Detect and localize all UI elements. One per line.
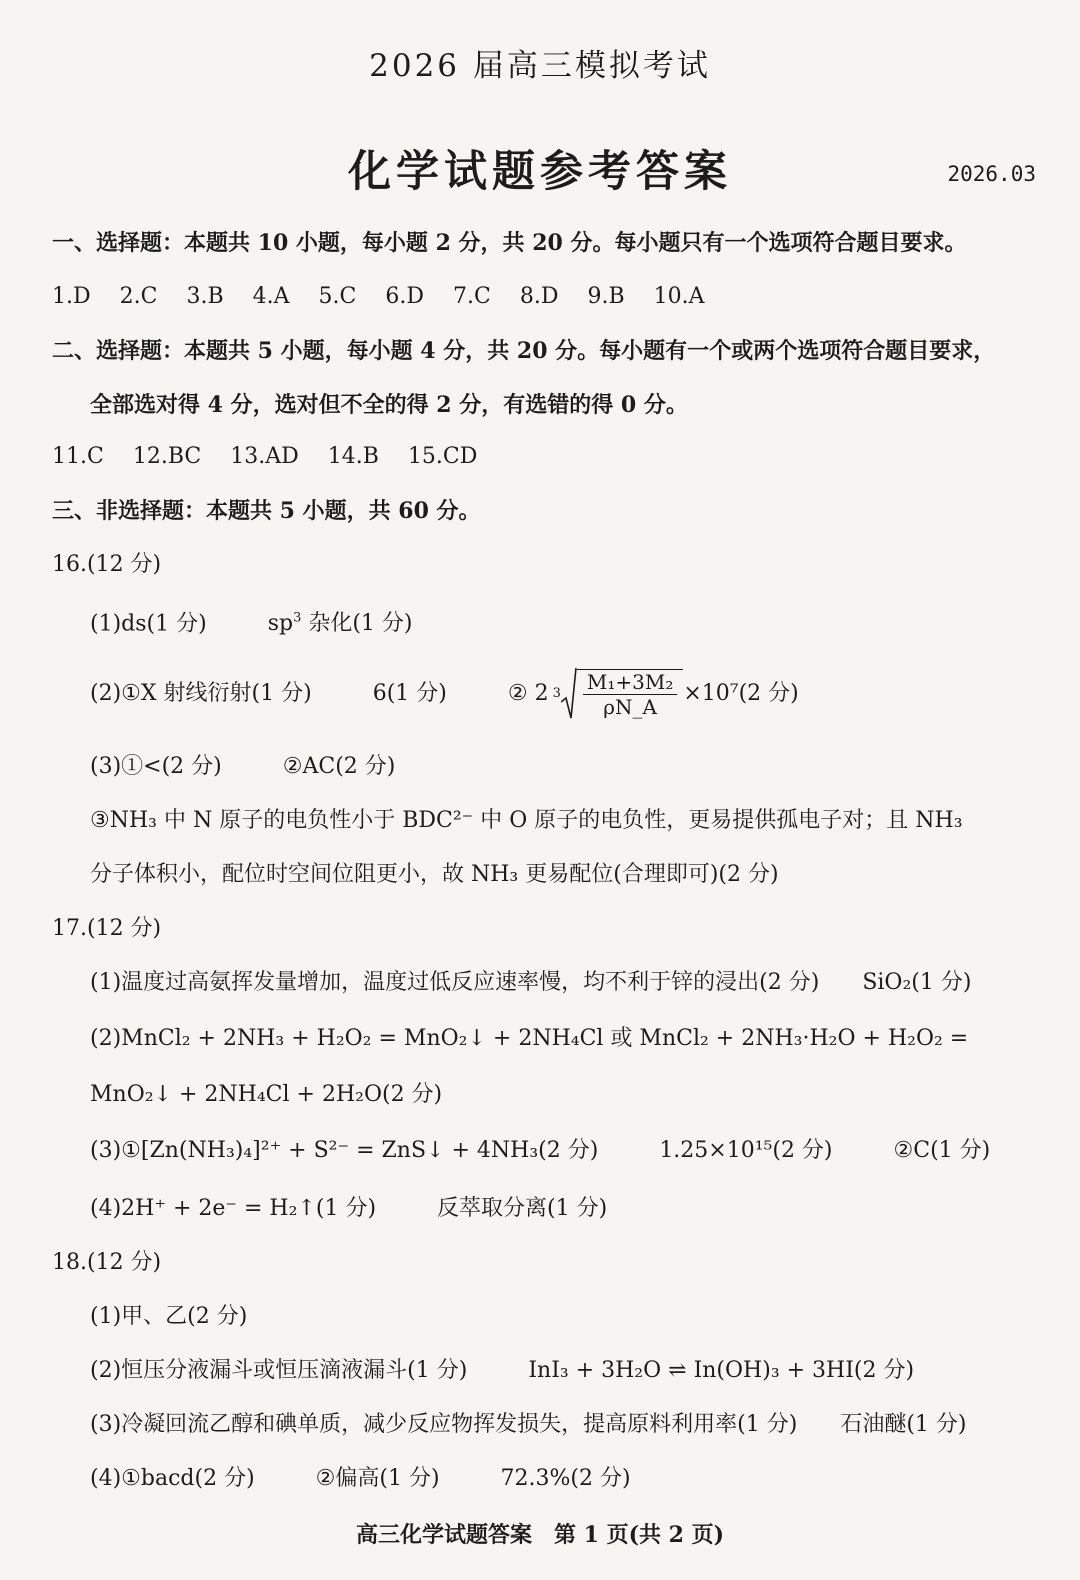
answer-7: 7.C: [453, 284, 491, 309]
section2-answers: [52, 442, 499, 472]
answer-15: 15.CD: [407, 444, 478, 469]
q18-part3: [90, 1410, 967, 1440]
q18-p2a: (2)恒压分液漏斗或恒压滴液漏斗(1 分): [90, 1358, 468, 1383]
q17-p2a: (2)MnCl₂ + 2NH₃ + H₂O₂ = MnO₂↓ + 2NH₄Cl 或 MnCl₂ + 2NH₃·H₂O + H₂O₂ =: [90, 1026, 969, 1051]
page-title: 化学试题参考答案: [348, 147, 732, 197]
q16-p3d: 分子体积小，配位时空间位阻更小，故 NH₃ 更易配位(合理即可)(2 分): [90, 862, 779, 887]
q17-p4b: 反萃取分离(1 分): [437, 1196, 608, 1221]
q16-p3c: ③NH₃ 中 N 原子的电负性小于 BDC²⁻ 中 O 原子的电负性，更易提供孤电子对；且 NH₃: [90, 808, 963, 833]
q18-part2: [90, 1356, 914, 1386]
sqrt-sign: [561, 668, 577, 720]
answer-3: 3.B: [186, 284, 224, 309]
q18-title: 18.(12 分): [52, 1250, 162, 1275]
q17-p3b: 1.25×10¹⁵(2 分): [659, 1138, 833, 1163]
answer-6: 6.D: [385, 284, 424, 309]
answer-8: 8.D: [519, 284, 559, 309]
q16-part1: [90, 604, 413, 639]
answer-11: 11.C: [52, 444, 104, 469]
exam-heading: 2026 届高三模拟考试: [369, 48, 711, 84]
answer-13: 13.AD: [230, 444, 299, 469]
q18-p2b: InI₃ + 3H₂O ⇌ In(OH)₃ + 3HI(2 分): [528, 1358, 915, 1383]
q16-p2b: 6(1 分): [372, 681, 447, 706]
section3-heading: 三、非选择题：本题共 5 小题，共 60 分。: [52, 498, 481, 524]
q16-p1a: (1)ds(1 分): [90, 611, 207, 637]
q17-part3: [90, 1136, 990, 1166]
answer-2: 2.C: [119, 284, 158, 309]
q17-part1: [90, 968, 971, 998]
section2-heading: 二、选择题：本题共 5 小题，每小题 4 分，共 20 分。每小题有一个或两个选项符合题目要求，: [52, 338, 996, 364]
section1-answers: [52, 282, 727, 312]
q18-part4: [90, 1464, 631, 1494]
q18-p3a: (3)冷凝回流乙醇和碘单质，减少反应物挥发损失，提高原料利用率(1 分): [90, 1412, 798, 1437]
q17-p3c: ②C(1 分): [893, 1138, 991, 1163]
answer-4: 4.A: [252, 284, 290, 309]
q17-p4a: (4)2H⁺ + 2e⁻ = H₂↑(1 分): [90, 1196, 377, 1221]
q16-p3b: ②AC(2 分): [282, 754, 396, 779]
q18-p1: (1)甲、乙(2 分): [90, 1304, 248, 1329]
q17-title: 17.(12 分): [52, 916, 162, 941]
answer-14: 14.B: [327, 444, 379, 469]
q16-part2: [90, 668, 799, 720]
q16-p2a: (2)①X 射线衍射(1 分): [90, 681, 312, 706]
answer-12: 12.BC: [132, 444, 202, 469]
answer-1: 1.D: [52, 284, 91, 309]
q17-p1a: (1)温度过高氨挥发量增加，温度过低反应速率慢，均不利于锌的浸出(2 分): [90, 970, 820, 995]
answer-9: 9.B: [587, 284, 625, 309]
section1-heading: 一、选择题：本题共 10 小题，每小题 2 分，共 20 分。每小题只有一个选项符合题目要求。: [52, 230, 967, 256]
q17-p2b: MnO₂↓ + 2NH₄Cl + 2H₂O(2 分): [90, 1082, 443, 1107]
q18-p4a: (4)①bacd(2 分): [90, 1466, 255, 1491]
q16-p2c: ② 2 3 $\frac{\text{M₁+3M₂}}{\rho N\_A}$ ×10⁷(2 分): [507, 670, 799, 719]
q18-p3b: 石油醚(1 分): [840, 1412, 967, 1437]
q17-p3a: (3)①[Zn(NH₃)₄]²⁺ + S²⁻ = ZnS↓ + 4NH₃(2 分): [90, 1138, 599, 1163]
page-footer: 高三化学试题答案 第 1 页(共 2 页): [355, 1522, 725, 1548]
answer-10: 10.A: [653, 284, 705, 309]
q16-title: 16.(12 分): [52, 552, 162, 577]
q17-p1b: SiO₂(1 分): [862, 970, 972, 995]
fraction: $\frac{\text{M₁+3M₂}}{\rho N\_A}$: [577, 669, 683, 719]
q16-p3a: (3)①<(2 分): [90, 754, 222, 779]
q16-p1b: $sp^3$ 杂化(1 分): [267, 611, 413, 637]
q16-part3: [90, 752, 395, 782]
section2-heading-cont: 全部选对得 4 分，选对但不全的得 2 分，有选错的得 0 分。: [90, 392, 688, 418]
q18-p4c: 72.3%(2 分): [500, 1466, 631, 1491]
q18-p4b: ②偏高(1 分): [315, 1466, 440, 1491]
date-label: 2026.03: [947, 162, 1036, 186]
q17-part4: [90, 1194, 607, 1224]
answer-5: 5.C: [318, 284, 357, 309]
